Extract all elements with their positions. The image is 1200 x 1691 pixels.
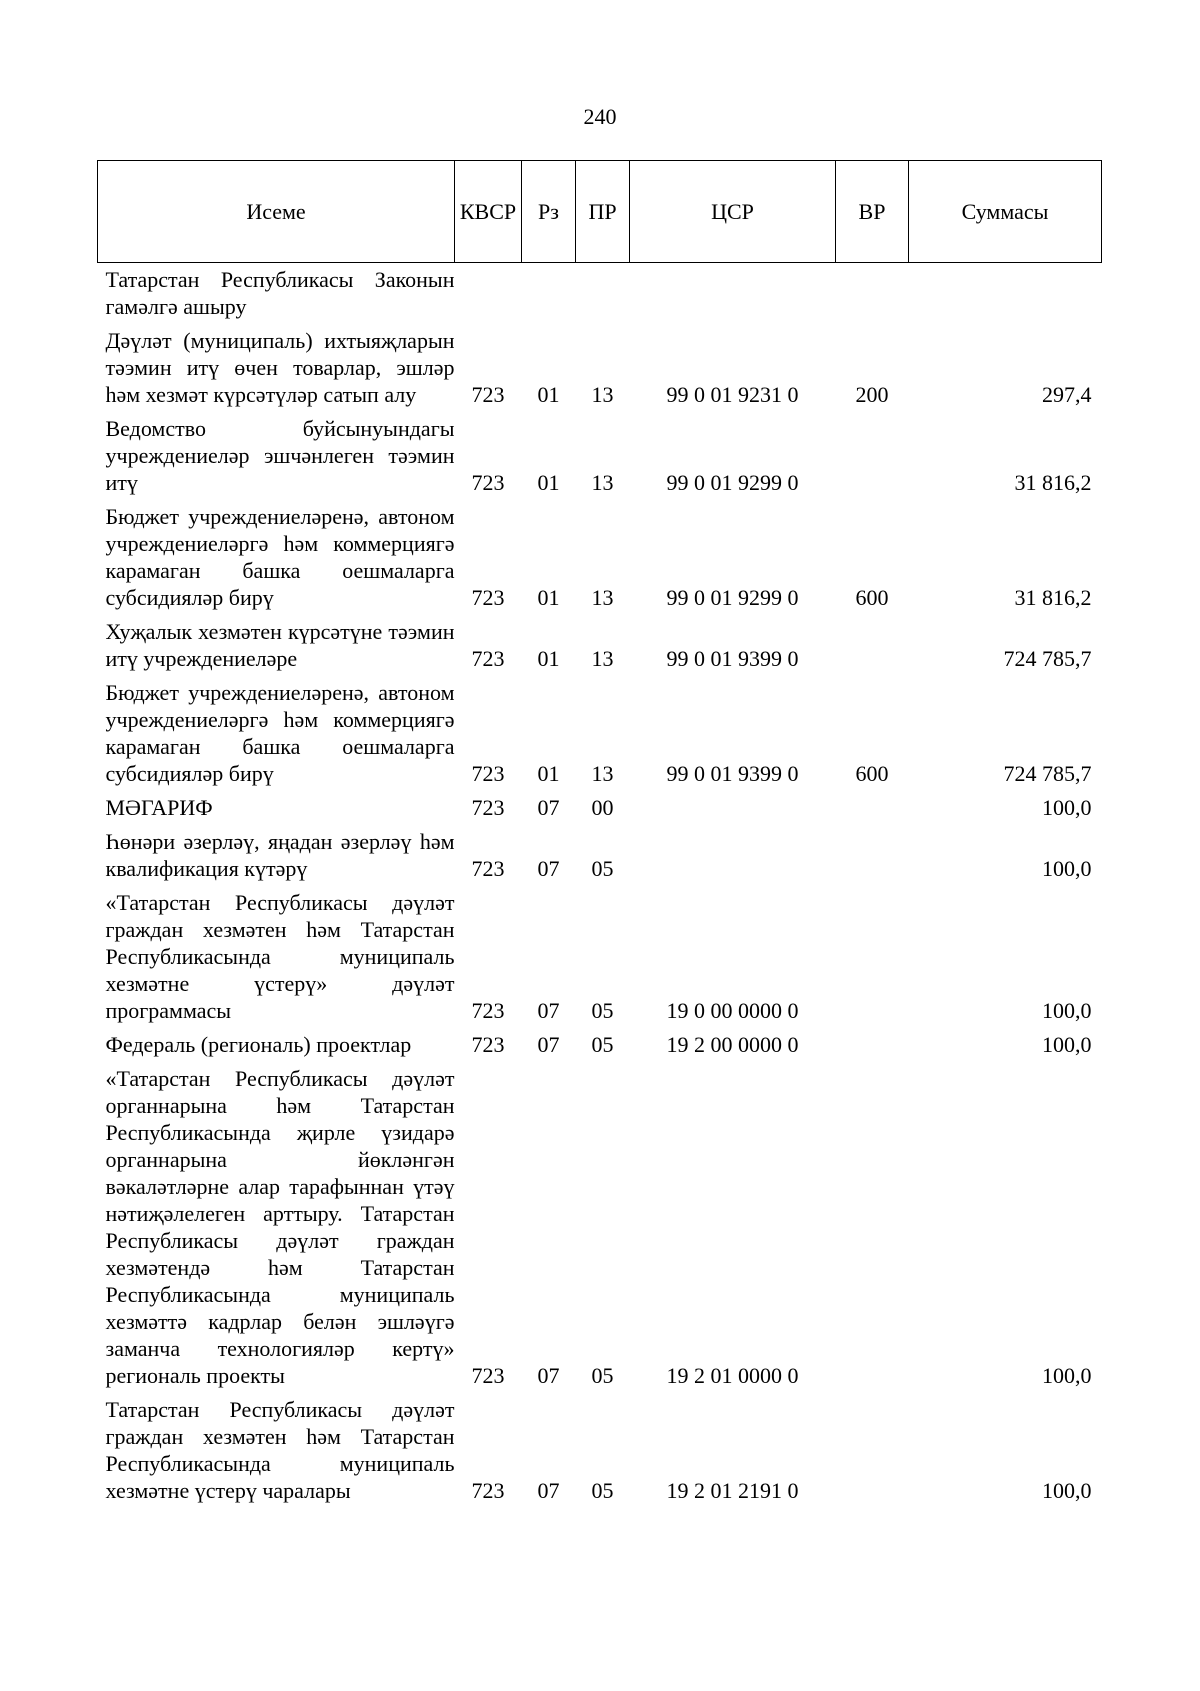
cell-name: Татарстан Республикасы дәүләт граждан хезмәтен һәм Татарстан Республикасында муниципаль хезмәтне үстерү чаралары <box>105 1397 455 1503</box>
header-pr: ПР <box>576 161 630 263</box>
cell-csr: 19 2 00 0000 0 <box>666 1032 799 1057</box>
cell-vr <box>836 1062 909 1393</box>
table-row <box>98 500 1102 615</box>
cell-kvsr: 723 <box>471 1032 505 1057</box>
cell-pr: 13 <box>591 382 614 407</box>
cell-sum: 100,0 <box>1042 998 1092 1023</box>
cell-name: Хуҗалык хезмәтен күрсәтүне тәэмин итү учреждениеләре <box>105 619 455 671</box>
cell-vr <box>836 412 909 500</box>
cell-name: Ведомство буйсынуындагы учреждениеләр эшчәнлеген тәэмин итү <box>105 416 455 495</box>
cell-sum: 31 816,2 <box>1014 585 1092 610</box>
cell-name: «Татарстан Республикасы дәүләт органнарына һәм Татарстан Республикасында җирле үзидарә органнарына йөкләнгән вәкаләтләрне алар тарафыннан үтәү нәтиҗәлелеген арттыру. Татарстан Республикасы дәүләт граждан хезмәтендә һәм Татарстан Республикасында муниципаль хезмәттә кадрлар белән эшләүгә заманча технологияләр кертү» региональ проекты <box>105 1066 455 1388</box>
cell-kvsr: 723 <box>471 585 505 610</box>
cell-csr: 99 0 01 9399 0 <box>666 646 799 671</box>
cell-pr: 13 <box>591 646 614 671</box>
header-sum: Суммасы <box>909 161 1102 263</box>
cell-csr <box>630 263 836 325</box>
cell-kvsr: 723 <box>471 856 505 881</box>
cell-csr: 19 2 01 0000 0 <box>666 1363 799 1388</box>
cell-sum: 100,0 <box>1042 1032 1092 1057</box>
cell-kvsr: 723 <box>471 646 505 671</box>
cell-csr <box>630 791 836 825</box>
table-body <box>98 263 1102 1509</box>
cell-vr: 200 <box>855 382 889 407</box>
cell-sum: 724 785,7 <box>1003 646 1092 671</box>
cell-name: Дәүләт (муниципаль) ихтыяҗларын тәэмин итү өчен товарлар, эшләр һәм хезмәт күрсәтүләр сатып алу <box>105 328 455 407</box>
cell-pr: 13 <box>591 585 614 610</box>
cell-name: Федераль (региональ) проектлар <box>105 1032 412 1057</box>
table-row <box>98 324 1102 412</box>
cell-rz <box>522 263 576 325</box>
cell-kvsr: 723 <box>471 998 505 1023</box>
cell-csr <box>630 825 836 886</box>
cell-sum: 100,0 <box>1042 1478 1092 1503</box>
cell-csr: 99 0 01 9299 0 <box>666 470 799 495</box>
table-row <box>98 676 1102 791</box>
header-kvsr: КВСР <box>455 161 522 263</box>
cell-pr: 05 <box>591 856 614 881</box>
table-row <box>98 412 1102 500</box>
header-name: Исеме <box>98 161 455 263</box>
cell-kvsr: 723 <box>471 1478 505 1503</box>
cell-vr <box>836 886 909 1028</box>
cell-kvsr <box>455 263 522 325</box>
cell-pr: 13 <box>591 470 614 495</box>
table-row <box>98 791 1102 825</box>
header-rz: Рз <box>522 161 576 263</box>
cell-pr: 05 <box>591 1363 614 1388</box>
cell-vr <box>836 1393 909 1508</box>
cell-vr: 600 <box>855 761 889 786</box>
cell-name: Бюджет учреждениеләренә, автоном учреждениеләргә һәм коммерциягә карамаган башка оешмаларга субсидияләр бирү <box>105 680 455 786</box>
cell-name: Татарстан Республикасы Законын гамәлгә ашыру <box>105 267 455 319</box>
header-csr: ЦСР <box>630 161 836 263</box>
cell-name: Һөнәри әзерләү, яңадан әзерләү һәм квалификация күтәрү <box>105 829 455 881</box>
cell-vr <box>836 1028 909 1062</box>
cell-kvsr: 723 <box>471 382 505 407</box>
cell-sum <box>909 263 1102 325</box>
cell-kvsr: 723 <box>471 1363 505 1388</box>
cell-rz: 07 <box>537 998 560 1023</box>
cell-sum: 31 816,2 <box>1014 470 1092 495</box>
cell-rz: 07 <box>537 1363 560 1388</box>
cell-sum: 724 785,7 <box>1003 761 1092 786</box>
table-row <box>98 1393 1102 1508</box>
cell-vr <box>836 791 909 825</box>
cell-pr: 05 <box>591 1032 614 1057</box>
cell-vr <box>836 825 909 886</box>
cell-rz: 01 <box>537 761 560 786</box>
header-vr: ВР <box>836 161 909 263</box>
cell-pr: 05 <box>591 1478 614 1503</box>
budget-table <box>97 160 1102 1508</box>
cell-name: «Татарстан Республикасы дәүләт граждан хезмәтен һәм Татарстан Республикасында муниципаль хезмәтне үстерү» дәүләт программасы <box>105 890 455 1023</box>
table-row <box>98 263 1102 325</box>
cell-sum: 100,0 <box>1042 1363 1092 1388</box>
cell-pr: 13 <box>591 761 614 786</box>
cell-csr: 99 0 01 9231 0 <box>666 382 799 407</box>
table-row <box>98 615 1102 676</box>
cell-sum: 100,0 <box>1042 795 1092 820</box>
cell-rz: 07 <box>537 856 560 881</box>
cell-pr <box>576 263 630 325</box>
cell-kvsr: 723 <box>471 470 505 495</box>
cell-rz: 01 <box>537 470 560 495</box>
cell-vr <box>836 615 909 676</box>
cell-csr: 99 0 01 9299 0 <box>666 585 799 610</box>
table-row <box>98 825 1102 886</box>
table-header <box>98 161 1102 263</box>
cell-vr <box>836 263 909 325</box>
cell-csr: 99 0 01 9399 0 <box>666 761 799 786</box>
cell-name: МӘГАРИФ <box>105 795 213 820</box>
cell-pr: 05 <box>591 998 614 1023</box>
cell-name: Бюджет учреждениеләренә, автоном учреждениеләргә һәм коммерциягә карамаган башка оешмаларга субсидияләр бирү <box>105 504 455 610</box>
cell-kvsr: 723 <box>471 795 505 820</box>
cell-rz: 01 <box>537 646 560 671</box>
cell-rz: 07 <box>537 1478 560 1503</box>
cell-vr: 600 <box>855 585 889 610</box>
cell-rz: 07 <box>537 795 560 820</box>
table-row <box>98 886 1102 1028</box>
cell-csr: 19 0 00 0000 0 <box>666 998 799 1023</box>
cell-sum: 297,4 <box>1042 382 1092 407</box>
cell-pr: 00 <box>591 795 614 820</box>
cell-rz: 01 <box>537 585 560 610</box>
cell-sum: 100,0 <box>1042 856 1092 881</box>
table-row <box>98 1062 1102 1393</box>
cell-csr: 19 2 01 2191 0 <box>666 1478 799 1503</box>
cell-kvsr: 723 <box>471 761 505 786</box>
table-row <box>98 1028 1102 1062</box>
cell-rz: 01 <box>537 382 560 407</box>
cell-rz: 07 <box>537 1032 560 1057</box>
page-number: 240 <box>583 104 617 129</box>
